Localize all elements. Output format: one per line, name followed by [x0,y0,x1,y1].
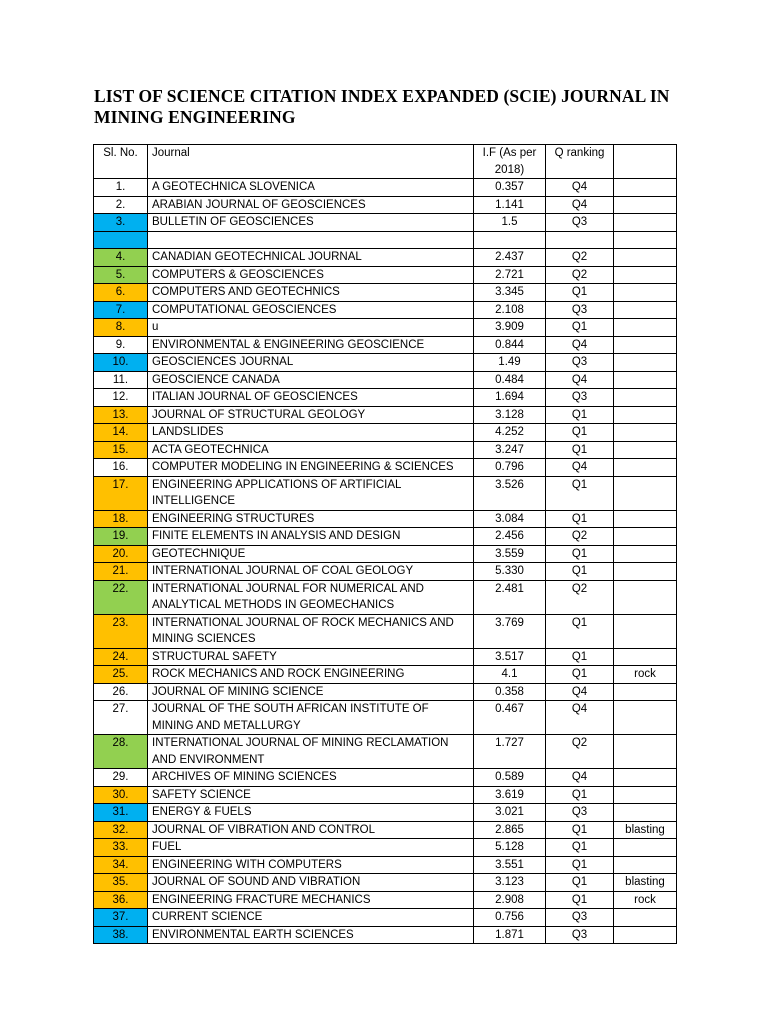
impact-factor-cell: 3.551 [474,856,546,874]
serial-number-cell: 22. [94,580,148,614]
q-ranking-cell [546,231,614,249]
impact-factor-cell: 3.345 [474,284,546,302]
q-ranking-cell: Q1 [546,563,614,581]
q-ranking-cell: Q3 [546,354,614,372]
journal-name-cell: LANDSLIDES [148,424,474,442]
impact-factor-cell: 5.330 [474,563,546,581]
note-cell [614,683,677,701]
impact-factor-cell: 2.908 [474,891,546,909]
q-ranking-cell: Q1 [546,874,614,892]
note-cell [614,441,677,459]
journal-name-cell: BULLETIN OF GEOSCIENCES [148,214,474,232]
note-cell [614,648,677,666]
impact-factor-cell: 0.484 [474,371,546,389]
serial-number-cell: 38. [94,926,148,944]
impact-factor-cell: 0.358 [474,683,546,701]
journal-name-cell: JOURNAL OF THE SOUTH AFRICAN INSTITUTE OF MINING AND METALLURGY [148,701,474,735]
table-body [94,179,677,944]
table-row [94,441,677,459]
note-cell: blasting [614,821,677,839]
table-row [94,563,677,581]
serial-number-cell: 27. [94,701,148,735]
impact-factor-cell: 1.727 [474,735,546,769]
serial-number-cell: 31. [94,804,148,822]
note-cell [614,786,677,804]
q-ranking-cell: Q1 [546,648,614,666]
journal-name-cell: ENERGY & FUELS [148,804,474,822]
note-cell [614,424,677,442]
note-cell [614,804,677,822]
serial-number-cell: 32. [94,821,148,839]
header-serial-number: Sl. No. [94,145,148,179]
impact-factor-cell: 0.467 [474,701,546,735]
q-ranking-cell: Q3 [546,926,614,944]
q-ranking-cell: Q1 [546,786,614,804]
serial-number-cell: 34. [94,856,148,874]
q-ranking-cell: Q4 [546,371,614,389]
q-ranking-cell: Q1 [546,510,614,528]
journal-name-cell: INTERNATIONAL JOURNAL OF COAL GEOLOGY [148,563,474,581]
q-ranking-cell: Q1 [546,545,614,563]
table-row [94,528,677,546]
serial-number-cell: 21. [94,563,148,581]
table-row [94,786,677,804]
journal-name-cell: COMPUTATIONAL GEOSCIENCES [148,301,474,319]
table-row [94,804,677,822]
q-ranking-cell: Q1 [546,891,614,909]
q-ranking-cell: Q1 [546,284,614,302]
note-cell [614,284,677,302]
header-note [614,145,677,179]
table-row [94,909,677,927]
serial-number-cell: 23. [94,614,148,648]
table-header-row [94,145,677,179]
table-row [94,301,677,319]
impact-factor-cell: 0.844 [474,336,546,354]
serial-number-cell: 3. [94,214,148,232]
serial-number-cell: 15. [94,441,148,459]
impact-factor-cell: 3.619 [474,786,546,804]
note-cell [614,839,677,857]
q-ranking-cell: Q3 [546,301,614,319]
journal-name-cell: CURRENT SCIENCE [148,909,474,927]
table-row [94,319,677,337]
table-row [94,459,677,477]
serial-number-cell: 5. [94,266,148,284]
journal-name-cell: ENVIRONMENTAL & ENGINEERING GEOSCIENCE [148,336,474,354]
serial-number-cell: 33. [94,839,148,857]
note-cell [614,459,677,477]
table-row [94,249,677,267]
serial-number-cell: 26. [94,683,148,701]
serial-number-cell: 1. [94,179,148,197]
serial-number-cell: 35. [94,874,148,892]
table-row [94,406,677,424]
impact-factor-cell: 4.252 [474,424,546,442]
table-row [94,336,677,354]
impact-factor-cell: 3.559 [474,545,546,563]
q-ranking-cell: Q1 [546,441,614,459]
note-cell [614,769,677,787]
journal-name-cell: STRUCTURAL SAFETY [148,648,474,666]
table-row [94,214,677,232]
table-row [94,424,677,442]
journal-name-cell: FINITE ELEMENTS IN ANALYSIS AND DESIGN [148,528,474,546]
journal-name-cell: INTERNATIONAL JOURNAL OF ROCK MECHANICS AND MINING SCIENCES [148,614,474,648]
journal-name-cell: JOURNAL OF VIBRATION AND CONTROL [148,821,474,839]
serial-number-cell: 28. [94,735,148,769]
q-ranking-cell: Q4 [546,769,614,787]
impact-factor-cell: 3.247 [474,441,546,459]
serial-number-cell: 6. [94,284,148,302]
table-row [94,839,677,857]
journal-name-cell: ARABIAN JOURNAL OF GEOSCIENCES [148,196,474,214]
impact-factor-cell: 2.481 [474,580,546,614]
impact-factor-cell: 3.517 [474,648,546,666]
q-ranking-cell: Q3 [546,214,614,232]
journal-name-cell: ENGINEERING STRUCTURES [148,510,474,528]
q-ranking-cell: Q1 [546,839,614,857]
q-ranking-cell: Q2 [546,266,614,284]
note-cell [614,266,677,284]
serial-number-cell: 24. [94,648,148,666]
journal-name-cell: ITALIAN JOURNAL OF GEOSCIENCES [148,389,474,407]
journal-name-cell: u [148,319,474,337]
journal-name-cell: FUEL [148,839,474,857]
note-cell [614,545,677,563]
note-cell [614,319,677,337]
impact-factor-cell: 2.721 [474,266,546,284]
impact-factor-cell: 3.769 [474,614,546,648]
q-ranking-cell: Q1 [546,856,614,874]
impact-factor-cell: 1.141 [474,196,546,214]
serial-number-cell: 14. [94,424,148,442]
journal-name-cell: INTERNATIONAL JOURNAL FOR NUMERICAL AND ANALYTICAL METHODS IN GEOMECHANICS [148,580,474,614]
table-row [94,284,677,302]
impact-factor-cell: 4.1 [474,666,546,684]
table-row [94,179,677,197]
page-title: LIST OF SCIENCE CITATION INDEX EXPANDED (SCIE) JOURNAL IN MINING ENGINEERING [94,86,670,127]
q-ranking-cell: Q2 [546,735,614,769]
journal-name-cell: JOURNAL OF MINING SCIENCE [148,683,474,701]
note-cell [614,371,677,389]
q-ranking-cell: Q1 [546,666,614,684]
serial-number-cell: 29. [94,769,148,787]
impact-factor-cell: 1.694 [474,389,546,407]
q-ranking-cell: Q4 [546,701,614,735]
serial-number-cell: 11. [94,371,148,389]
note-cell: blasting [614,874,677,892]
impact-factor-cell: 1.49 [474,354,546,372]
note-cell [614,179,677,197]
serial-number-cell: 30. [94,786,148,804]
table-row [94,735,677,769]
serial-number-cell: 4. [94,249,148,267]
note-cell [614,214,677,232]
impact-factor-cell: 3.021 [474,804,546,822]
serial-number-cell: 8. [94,319,148,337]
impact-factor-cell: 2.437 [474,249,546,267]
serial-number-cell: 19. [94,528,148,546]
serial-number-cell: 25. [94,666,148,684]
journal-name-cell: INTERNATIONAL JOURNAL OF MINING RECLAMATION AND ENVIRONMENT [148,735,474,769]
impact-factor-cell: 3.084 [474,510,546,528]
table-row [94,196,677,214]
note-cell [614,389,677,407]
journal-name-cell: GEOSCIENCE CANADA [148,371,474,389]
table-row [94,701,677,735]
q-ranking-cell: Q2 [546,528,614,546]
q-ranking-cell: Q1 [546,476,614,510]
journal-name-cell: ENGINEERING WITH COMPUTERS [148,856,474,874]
serial-number-cell: 37. [94,909,148,927]
serial-number-cell: 10. [94,354,148,372]
note-cell [614,510,677,528]
note-cell [614,249,677,267]
journal-name-cell: JOURNAL OF SOUND AND VIBRATION [148,874,474,892]
impact-factor-cell: 1.5 [474,214,546,232]
table-row [94,856,677,874]
table-row [94,389,677,407]
journal-name-cell: A GEOTECHNICA SLOVENICA [148,179,474,197]
note-cell [614,856,677,874]
serial-number-cell: 13. [94,406,148,424]
table-row [94,874,677,892]
q-ranking-cell: Q4 [546,196,614,214]
impact-factor-cell: 3.123 [474,874,546,892]
journal-name-cell: ENGINEERING APPLICATIONS OF ARTIFICIAL INTELLIGENCE [148,476,474,510]
serial-number-cell: 12. [94,389,148,407]
note-cell [614,735,677,769]
table-row [94,614,677,648]
q-ranking-cell: Q1 [546,821,614,839]
journal-name-cell: COMPUTER MODELING IN ENGINEERING & SCIENCES [148,459,474,477]
serial-number-cell: 16. [94,459,148,477]
table-row [94,666,677,684]
impact-factor-cell: 0.796 [474,459,546,477]
serial-number-cell: 18. [94,510,148,528]
journal-name-cell: ENVIRONMENTAL EARTH SCIENCES [148,926,474,944]
q-ranking-cell: Q2 [546,580,614,614]
note-cell [614,926,677,944]
journal-name-cell: CANADIAN GEOTECHNICAL JOURNAL [148,249,474,267]
serial-number-cell [94,231,148,249]
journal-name-cell: JOURNAL OF STRUCTURAL GEOLOGY [148,406,474,424]
impact-factor-cell: 0.589 [474,769,546,787]
q-ranking-cell: Q3 [546,909,614,927]
note-cell: rock [614,666,677,684]
note-cell [614,196,677,214]
q-ranking-cell: Q1 [546,319,614,337]
header-impact-factor: I.F (As per 2018) [474,145,546,179]
impact-factor-cell: 0.756 [474,909,546,927]
q-ranking-cell: Q1 [546,614,614,648]
impact-factor-cell: 2.456 [474,528,546,546]
journal-table [93,144,677,944]
q-ranking-cell: Q4 [546,336,614,354]
q-ranking-cell: Q3 [546,804,614,822]
table-row [94,821,677,839]
header-q-ranking: Q ranking [546,145,614,179]
table-row [94,266,677,284]
impact-factor-cell: 2.865 [474,821,546,839]
serial-number-cell: 17. [94,476,148,510]
note-cell [614,563,677,581]
table-row [94,476,677,510]
table-row [94,926,677,944]
impact-factor-cell: 3.909 [474,319,546,337]
header-journal: Journal [148,145,474,179]
table-row [94,648,677,666]
blank-row [94,231,677,249]
journal-name-cell: GEOSCIENCES JOURNAL [148,354,474,372]
impact-factor-cell: 3.526 [474,476,546,510]
note-cell [614,336,677,354]
q-ranking-cell: Q3 [546,389,614,407]
impact-factor-cell: 3.128 [474,406,546,424]
note-cell [614,231,677,249]
journal-name-cell: ACTA GEOTECHNICA [148,441,474,459]
table-row [94,891,677,909]
serial-number-cell: 20. [94,545,148,563]
impact-factor-cell: 5.128 [474,839,546,857]
table-row [94,683,677,701]
serial-number-cell: 9. [94,336,148,354]
impact-factor-cell: 2.108 [474,301,546,319]
journal-name-cell: COMPUTERS AND GEOTECHNICS [148,284,474,302]
q-ranking-cell: Q2 [546,249,614,267]
note-cell [614,354,677,372]
impact-factor-cell: 1.871 [474,926,546,944]
journal-name-cell: ENGINEERING FRACTURE MECHANICS [148,891,474,909]
q-ranking-cell: Q4 [546,459,614,477]
table-row [94,354,677,372]
journal-name-cell: ARCHIVES OF MINING SCIENCES [148,769,474,787]
journal-name-cell: COMPUTERS & GEOSCIENCES [148,266,474,284]
impact-factor-cell [474,231,546,249]
note-cell [614,301,677,319]
table-row [94,580,677,614]
note-cell [614,580,677,614]
journal-name-cell [148,231,474,249]
note-cell [614,406,677,424]
journal-name-cell: SAFETY SCIENCE [148,786,474,804]
table-row [94,769,677,787]
impact-factor-cell: 0.357 [474,179,546,197]
serial-number-cell: 36. [94,891,148,909]
note-cell [614,614,677,648]
serial-number-cell: 2. [94,196,148,214]
note-cell [614,909,677,927]
q-ranking-cell: Q4 [546,683,614,701]
note-cell [614,528,677,546]
table-row [94,545,677,563]
note-cell [614,476,677,510]
table-row [94,510,677,528]
q-ranking-cell: Q1 [546,406,614,424]
note-cell [614,701,677,735]
serial-number-cell: 7. [94,301,148,319]
note-cell: rock [614,891,677,909]
q-ranking-cell: Q1 [546,424,614,442]
journal-name-cell: ROCK MECHANICS AND ROCK ENGINEERING [148,666,474,684]
table-row [94,371,677,389]
journal-name-cell: GEOTECHNIQUE [148,545,474,563]
q-ranking-cell: Q4 [546,179,614,197]
